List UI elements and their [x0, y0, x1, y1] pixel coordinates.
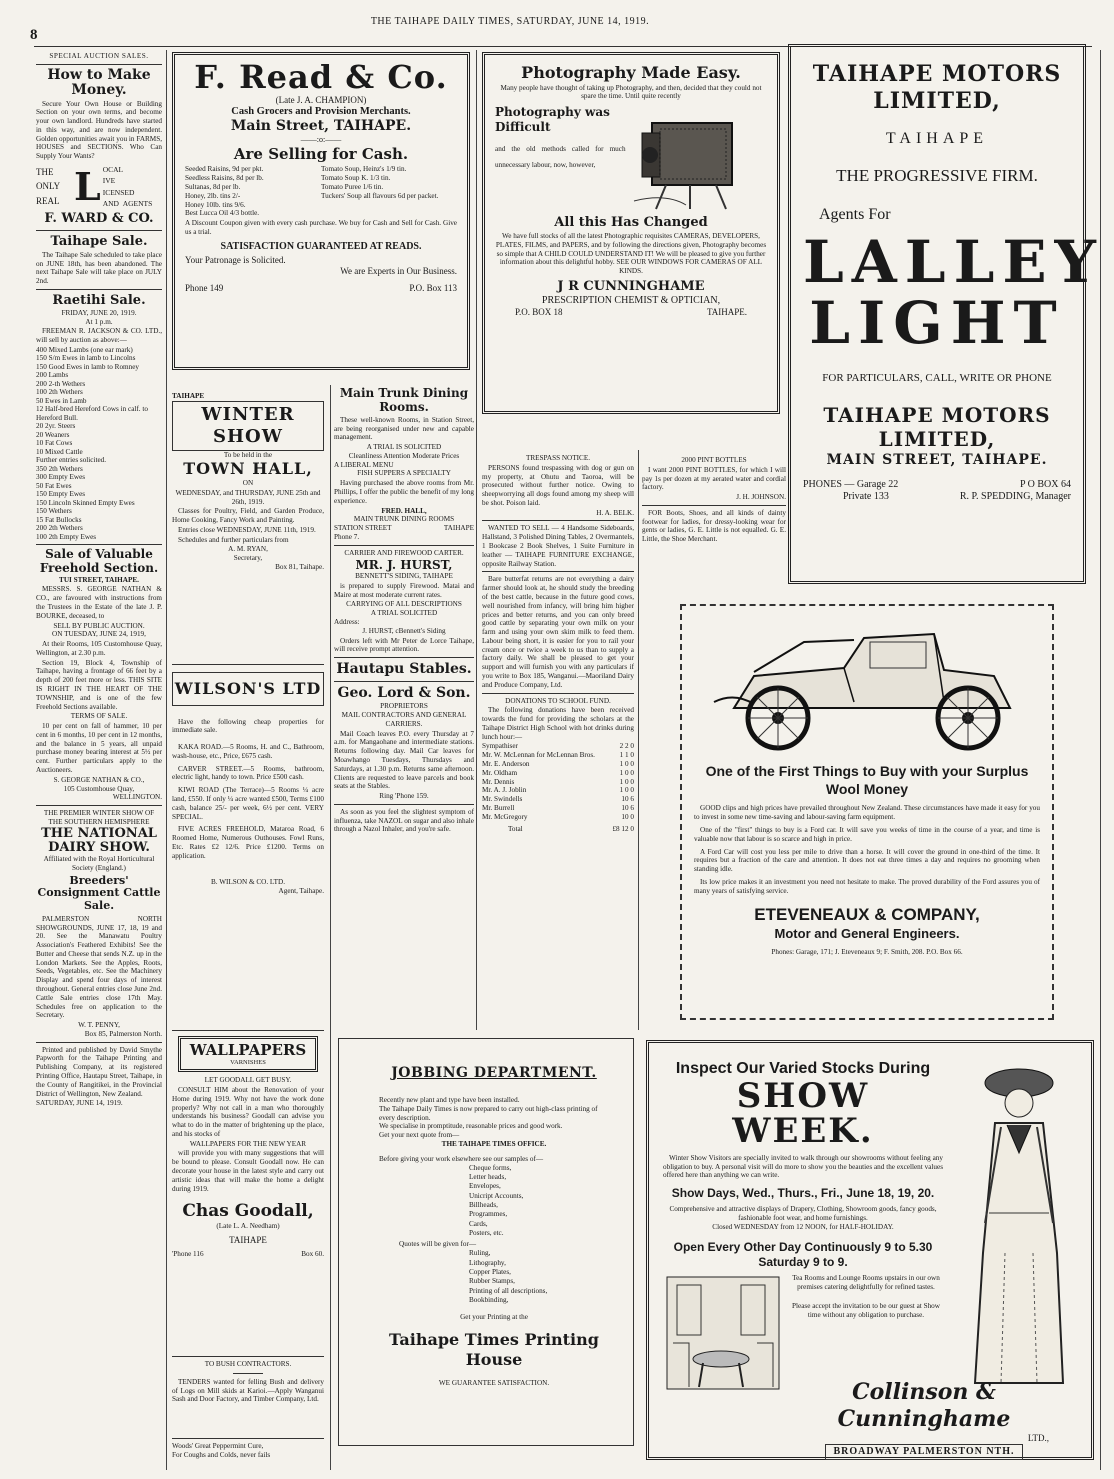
ad-slogan: SATISFACTION GUARANTEED AT READS.: [220, 240, 422, 252]
list-item: 400 Mixed Lambs (one ear mark): [36, 345, 133, 354]
list-item: 300 Empty Ewes: [36, 473, 86, 482]
ad-body: A Ford Car will cost you less per mile to drive than a horse. It will cover the ground in one-third of the time. It requires but a fraction of the care and attention. It does not eat three times a day and requires no grooming when standing idle.: [694, 847, 1040, 874]
imprint-date: SATURDAY, JUNE 14, 1919.: [36, 1099, 123, 1108]
ad-body: CONSULT HIM about the Renovation of your Home during 1919. Why not have the work done properly? Why not call in a man who thoroughly understands his business? Goodall can advise you what to do in the matter of brightening up the place, and his stocks of: [172, 1086, 324, 1138]
ad-word: ONLY: [36, 181, 61, 192]
firm-name: ETEVENEAUX & COMPANY,: [754, 905, 980, 925]
list-item: 200 Lambs: [36, 371, 69, 380]
ad-body: The Taihape Daily Times is now prepared to carry out high-class printing of every description.: [379, 1104, 598, 1122]
ad-signature: Box 85, Palmerston North.: [84, 1029, 162, 1038]
firm-name: F. WARD & CO.: [44, 211, 154, 227]
ad-headline: Taihape Times Printing House: [389, 1330, 599, 1369]
phone-number: Ring 'Phone 159.: [379, 792, 429, 801]
ad-title: Chas Goodall,: [182, 1201, 314, 1222]
ad-title: Photography Made Easy.: [521, 63, 741, 82]
list-item: Posters, etc.: [469, 1229, 504, 1238]
ad-line: SELL BY PUBLIC AUCTION.: [53, 621, 145, 630]
table-row: [482, 742, 634, 751]
manager-name: R. P. SPEDDING, Manager: [959, 491, 1071, 503]
separator: ——:o:——: [300, 135, 342, 145]
ford-ad: [680, 604, 1054, 1020]
ad-title: WILSON'S LTD: [172, 672, 324, 706]
price-item: Tomato Puree 1/6 tin.: [321, 183, 384, 192]
store-address: BROADWAY PALMERSTON NTH.: [825, 1444, 1024, 1460]
taihape-motors-ad: [788, 44, 1104, 584]
ad-line: PRESCRIPTION CHEMIST & OPTICIAN,: [541, 294, 721, 306]
butterfat-ad: Bare butterfat returns are not everything a dairy farmer should look at, he should study the breeding of the best cattle, because in the future good cows, well nourished from infancy, will bring him higher prices and better returns, and you can only breed good cattle by separating your own milk on your farm and using your own skim milk to feed them. Labour being short, it is easier for you to rail your cream once or twice a week to us than to supply a factory daily. We shall be pleased to get your support and will furnish you with any particulars if you write to Box 185, Wanganui.—Maoriland Dairy and Produce Company, Ltd.: [482, 575, 634, 689]
list-item: Programmes,: [469, 1210, 508, 1219]
list-item: 10 Mixed Cattle: [36, 447, 83, 456]
ad-signature: Agent, Taihape.: [278, 887, 324, 896]
phone-number: Phone 149: [185, 282, 224, 293]
column-rule: [166, 50, 167, 1470]
phone-number: Phones: Garage, 171; J. Eteveneaux 9; F. Smith, 208. P.O. Box 66.: [771, 948, 963, 956]
total-label: Total: [508, 825, 523, 834]
ad-body: The following donations have been received towards the fund for providing the scholars at the Taihape District High School with hot drinks during lunch hour:—: [482, 706, 634, 741]
ad-body: Get your next quote from—: [379, 1131, 460, 1140]
ad-headline: Are Selling for Cash.: [233, 145, 409, 164]
ad-signature: A. M. RYAN,: [228, 545, 268, 554]
donation-amount: 1 0 0: [619, 768, 634, 777]
ad-line: CARRYING OF ALL DESCRIPTIONS: [346, 600, 462, 609]
donation-amount: 1 0 0: [619, 760, 634, 768]
list-item: 150 S/m Ewes in lamb to Lincolns: [36, 354, 136, 363]
read-and-co-ad: [172, 52, 470, 370]
how-to-make-money-ad: [36, 68, 162, 227]
notice-title: Taihape Sale.: [50, 233, 148, 249]
ad-line: Main Street, TAIHAPE.: [230, 118, 412, 135]
ad-subtitle: Breeders' Consignment Cattle Sale.: [37, 873, 161, 913]
brand-name: LIGHT: [809, 289, 1065, 358]
ad-title: 2000 PINT BOTTLES: [681, 456, 747, 464]
ad-line: TAIHAPE: [229, 1234, 267, 1245]
list-item: 150 Empty Ewes: [36, 490, 86, 499]
ad-body: A Discount Coupon given with every cash purchase. We buy for Cash and Sell for Cash. Give us a trial.: [185, 219, 457, 236]
ad-body: At their Rooms, 105 Customhouse Quay, Wellington, at 2.30 p.m.: [36, 640, 162, 657]
ad-line: TERMS OF SALE.: [70, 712, 128, 721]
ford-ad-wrapper: [644, 604, 1092, 1024]
ad-title: JOBBING DEPARTMENT.: [391, 1065, 597, 1081]
ad-body: TENDERS wanted for felling Bush and delivery of Logs on Mill skids at Karioi.—Apply Wanganui Sash and Door Factory, and Timber Company, Ltd.: [172, 1377, 324, 1404]
donor-name: Sympathiser: [482, 742, 518, 751]
brand-name: Collinson & Cunninghame: [837, 1379, 1011, 1432]
ad-line: Affiliated with the Royal Horticultural Society (England.): [43, 855, 155, 873]
donor-name: Mr. Oldham: [482, 768, 518, 777]
nazol-ad: As soon as you feel the slightest symptom of influenza, take NAZOL on sugar and also inhale through a Nazol Inhaler, and you're safe.: [334, 807, 474, 834]
ad-body: I want 2000 PINT BOTTLES, for which I will pay 1s per dozen at my aerated water and cordial factory.: [642, 465, 786, 492]
price-item: Seeded Raisins, 9d per pkt.: [185, 165, 264, 174]
ad-line: PROPRIETORS: [380, 702, 428, 711]
list-item: FIVE ACRES FREEHOLD, Mataroa Road, 6 Roomed Home, Numerous Outhouses. Fowl Runs, Etc. Rates £2 12/6. Price £1200. Terms on application.: [172, 825, 324, 860]
ad-signature: S. GEORGE NATHAN & CO.,: [53, 775, 145, 784]
show-week-ad: [646, 1040, 1094, 1460]
list-item: 15 Fat Bullocks: [36, 515, 82, 524]
ad-word: IVE: [102, 176, 116, 186]
ad-word: OCAL: [102, 165, 124, 175]
ad-line: A TRIAL IS SOLICITED: [366, 443, 442, 452]
pint-bottles-ad: [642, 456, 786, 502]
ad-signature: B. WILSON & CO. LTD.: [210, 878, 286, 887]
donation-amount: 10 6: [621, 795, 634, 804]
sale-time: At 1 p.m.: [85, 317, 113, 326]
ad-line: Your Patronage is Solicited.: [185, 254, 286, 265]
donor-name: Mr. Dennis: [482, 777, 515, 786]
ad-body: We have full stocks of all the latest Photographic requisites CAMERAS, DEVELOPERS, PLATES, FILMS, and PAPERS, and by following the directions given, Photography becomes so simple that A CHILD COULD UNDERSTAND IT! We will be pleased to give you further information about this delightful hobby. SEE OUR WINDOWS FOR CAMERAS OF ALL KINDS.: [495, 231, 767, 276]
list-item: 200 2th Wethers: [36, 524, 83, 533]
ad-street: TUI STREET, TAIHAPE.: [59, 575, 139, 584]
photography-ad: [482, 52, 780, 414]
ad-body: Classes for Poultry, Field, and Garden Produce, Home Cooking, Fancy Work and Painting.: [172, 507, 324, 525]
winter-show-ad: [172, 392, 324, 662]
list-item: Cards,: [469, 1219, 488, 1228]
column-one: [36, 52, 162, 1472]
ad-label: TAIHAPE: [172, 392, 205, 400]
list-item: CARVER STREET.—5 Rooms, bathroom, electric light, handy to town. Price £500 cash.: [172, 764, 324, 782]
table-row: [482, 769, 634, 778]
ad-line: THE SOUTHERN HEMISPHERE: [48, 817, 150, 826]
ad-body: Comprehensive and attractive displays of Drapery, Clothing, Showroom goods, fancy goods, fashionable foot wear, and home furnishings.: [669, 1204, 937, 1222]
ad-line: ON TUESDAY, JUNE 24, 1919,: [52, 630, 146, 639]
donation-amount: 2 2 0: [619, 742, 634, 751]
donation-amount: 1 0 0: [619, 786, 634, 795]
phone-number: Private 133: [843, 491, 889, 503]
ad-title: Hautapu Stables.: [336, 661, 472, 678]
donor-name: Mr. A. J. Joblin: [482, 786, 527, 795]
po-box: P.O. BOX 18: [515, 306, 563, 317]
table-row: [482, 786, 634, 795]
table-row: [482, 813, 634, 822]
column-rule: [476, 50, 477, 1030]
list-item: 20 2yr. Steers: [36, 422, 76, 431]
phone-number: Phone 7.: [334, 532, 360, 541]
ad-headline: One of the First Things to Buy with your Surplus Wool Money: [705, 763, 1029, 798]
price-item: Best Lucca Oil 4/3 bottle.: [185, 209, 260, 218]
ad-title: Raetihi Sale.: [52, 292, 146, 308]
list-item: 50 Ewes in Lamb: [36, 396, 87, 405]
ad-signature: J. H. JOHNSON.: [736, 493, 786, 502]
furniture-ad: WANTED TO SELL — 4 Handsome Sideboards, Hallstand, 3 Polished Dining Tables, 2 Overmantels, 1 Bookcase 2 Book Shelves, 1 Suite Furniture in leather — TAIHAPE FURNITURE EXCHANGE, opposite Railway Station.: [482, 524, 634, 568]
ad-signature: STATION STREET: [334, 524, 392, 533]
ad-signature: WELLINGTON.: [112, 793, 162, 802]
lady-illustration: [945, 1053, 1085, 1393]
wallpapers-logo: [178, 1036, 318, 1072]
ad-line: TAIHAPE.: [706, 306, 747, 317]
donation-amount: 1 1 0: [619, 751, 634, 760]
raetihi-sale-ad: [36, 293, 162, 541]
ad-body: PERSONS found trespassing with dog or gun on my property, at Ohutu and Taoroa, will be prosecuted without further notice. Owing to sheepworrying all dogs found among my sheep will be shot. Poison laid.: [482, 463, 634, 507]
ad-line: THE PREMIER WINTER SHOW OF: [43, 809, 155, 818]
middle-column: [334, 386, 474, 1030]
imprint: Printed and published by David Smythe Papworth for the Taihape Printing and Publishing Company, at its registered Printing Office, Hautapu Street, Taihape, in the County of Rangitikei, in the Provincial District of Wellington, New Zealand.: [36, 1045, 162, 1098]
ad-signature: 105 Customhouse Quay,: [63, 784, 135, 793]
opening-hours: Saturday 9 to 9.: [758, 1254, 848, 1269]
ad-signature: FRED. HALL,: [381, 506, 427, 515]
ad-line: ON: [242, 478, 254, 487]
woods-cure-ad: [172, 1442, 324, 1470]
ad-word: AGENTS: [122, 198, 153, 208]
ad-title: WINTER SHOW: [172, 401, 324, 451]
ad-line: Before giving your work elsewhere see our samples of—: [379, 1154, 544, 1163]
ad-title: SHOW WEEK.: [732, 1075, 874, 1152]
ad-body: GOOD clips and high prices have prevailed throughout New Zealand. These circumstances have made it easy for you to invest in some new time-saving and labour-saving farm equipment.: [694, 804, 1040, 822]
ad-word: THE: [36, 166, 54, 177]
ad-body: Orders left with Mr Peter de Lorce Taihape, will receive prompt attention.: [334, 636, 474, 654]
ad-line: LET GOODALL GET BUSY.: [204, 1076, 292, 1085]
ad-line: LTD.,: [1027, 1432, 1049, 1443]
list-item: Bookbinding,: [469, 1296, 509, 1304]
list-item: Letter heads,: [469, 1172, 507, 1181]
ad-line: Address:: [334, 618, 360, 627]
camera-illustration: [626, 105, 767, 215]
hautapu-stables-ad: [334, 661, 474, 801]
notice-body: The Taihape Sale scheduled to take place on JUNE 18th, has been abandoned. The next Taihape Sale will take place on JULY 2nd.: [36, 250, 162, 286]
freehold-sale-ad: [36, 548, 162, 802]
ad-title: TRESPASS NOTICE.: [525, 454, 591, 462]
ad-line: VARNISHES: [230, 1059, 266, 1067]
big-l-glyph: L: [74, 163, 101, 209]
phone-number: PHONES — Garage 22: [803, 478, 899, 490]
table-row: [482, 795, 634, 804]
opening-hours: Open Every Other Day Continuously 9 to 5.30: [673, 1240, 933, 1255]
ad-line: (Late L. A. Needham): [216, 1222, 280, 1231]
list-item: 10 Fat Cows: [36, 439, 73, 448]
ad-signature: W. T. PENNY,: [78, 1021, 120, 1030]
sale-date: FRIDAY, JUNE 20, 1919.: [61, 308, 137, 317]
ad-signature: Box 81, Taihape.: [275, 563, 324, 572]
ad-body: Section 19, Block 4, Township of Taihape, having a frontage of 66 feet by a depth of 200 feet more or less. THIS SITE IS RIGHT IN THE HEART OF THE TOWNSHIP, and is one of the few Freehold Sections available.: [36, 658, 162, 711]
collinson-logo: [779, 1379, 1069, 1457]
list-item: Rubber Stamps,: [469, 1277, 515, 1286]
table-row: [482, 760, 634, 769]
ad-line: Motor and General Engineers.: [774, 926, 960, 942]
list-item: 150 Good Ewes in lamb to Romney: [36, 362, 140, 371]
page-number: 8: [30, 27, 38, 43]
sale-intro: FREEMAN R. JACKSON & CO. LTD., will sell by auction as above:—: [36, 327, 162, 345]
table-row: [482, 804, 634, 813]
donor-name: Mr. McGregory: [482, 812, 528, 821]
ad-word: AND: [102, 198, 119, 208]
column-rule: [330, 385, 331, 1030]
ad-body: and the old methods called for much unnecessary labour, now, however,: [495, 145, 626, 170]
ad-line: TAIHAPE: [885, 129, 989, 147]
ad-title: CARRIER AND FIREWOOD CARTER.: [344, 548, 464, 557]
list-item: Unicript Accounts,: [469, 1191, 524, 1200]
ad-title: TAIHAPE MOTORS LIMITED,: [812, 61, 1062, 114]
donations-notice: [482, 697, 634, 835]
list-item: 100 2th Wethers: [36, 388, 83, 397]
column-four: [482, 454, 634, 1030]
ad-body: Please accept the invitation to be our guest at Show time without any obligation to purchase.: [792, 1302, 940, 1319]
price-item: Tomato Soup K. 1/3 tin.: [321, 174, 391, 183]
donation-amount: 1 0 0: [619, 777, 634, 786]
ad-line: To be held in the: [223, 450, 273, 459]
ad-subtitle: Photography was Difficult: [495, 105, 610, 134]
brand-name: WALLPAPERS: [189, 1041, 307, 1059]
total-value: £8 12 0: [612, 825, 634, 834]
po-box: P.O. Box 113: [409, 282, 457, 293]
dining-rooms-ad: [334, 386, 474, 542]
ad-body: WEDNESDAY, and THURSDAY, JUNE 25th and 26th, 1919.: [175, 488, 321, 506]
table-row: [482, 751, 634, 760]
ad-word: ICENSED: [102, 187, 135, 197]
list-item: Lithography,: [469, 1258, 506, 1267]
ad-line: THE PROGRESSIVE FIRM.: [836, 166, 1038, 186]
ad-line: J. HURST, cBennett's Siding: [362, 626, 446, 635]
ad-line: Cash Grocers and Provision Merchants.: [231, 105, 411, 117]
ad-body: Mail Coach leaves P.O. every Thursday at 7 a.m. for Mangaohane and intermediate stations. Returns following day. Mail Car leaves for Moawhango Tuesdays, Thursdays and Saturdays, at 1.30 p.m. Returns same afternoon. Clients are requested to leave parcels and book seats at the Stables.: [334, 729, 474, 791]
ad-line: A TRIAL SOLICITED: [370, 609, 438, 618]
price-item: Honey, 2lb. tins 2/-: [185, 191, 241, 200]
ad-body: Having purchased the above rooms from Mr. Phillips, I offer the public the benefit of my long experience.: [334, 479, 474, 505]
ad-line: For Coughs and Colds, never fails: [172, 1450, 271, 1459]
ad-slogan: WE GUARANTEE SATISFACTION.: [438, 1379, 550, 1388]
trespass-notice: [482, 454, 634, 517]
ad-body: Have the following cheap properties for immediate sale.: [172, 717, 324, 735]
ad-body: Its low price makes it an investment you need not hesitate to make. The proved durability of the Ford assures you of many years of satisfying service.: [694, 877, 1040, 895]
ford-car-illustration: [694, 612, 1040, 762]
ad-signature: MAIN TRUNK DINING ROOMS: [353, 515, 455, 524]
ad-line: THE TAIHAPE TIMES OFFICE.: [441, 1139, 547, 1148]
boots-ad: FOR Boots, Shoes, and all kinds of dainty footwear for ladies, for dressy-looking wear for gents or ladies, G. E. Little is not equalled. G. E. Little, the Shoe Merchant.: [642, 508, 786, 544]
ad-body: PALMERSTON NORTH SHOWGROUNDS, JUNE 17, 18, 19 and 20. See the Manawatu Poultry Association's Feathered Exhibits! See the Butter and Cheese that sends N.Z. up in the London Markets. See the Apples, Roots, Seeds, Vegetables, etc. See the Machinery Display and spend four days of interest throughout. General entries close June 2nd. Cattle Sale entries close 17th May. Schedules free on application to the Secretary.: [36, 914, 162, 1020]
ad-body: will provide you with many suggestions that will be bound to please. Consult Goodall now. He can decorate your house in the latest style and carry out artistic ideas that will make the home a delight during 1919.: [172, 1149, 324, 1193]
ad-title: Sale of Valuable Freehold Section.: [39, 547, 159, 575]
column-rule: [638, 450, 639, 1030]
ad-signature: TAIHAPE: [443, 524, 474, 533]
ad-body: One of the "first" things to buy is a Ford car. It will save you weeks of time in the course of a year, and time is valuable now that labour is so scarce and high in price.: [694, 825, 1040, 843]
price-item: Tuckers' Soup all flavours 6d per packet.: [321, 191, 439, 200]
ad-title: DONATIONS TO SCHOOL FUND.: [505, 696, 611, 705]
ad-line: A LIBERAL MENU: [334, 460, 394, 469]
ad-line: We are Experts in Our Business.: [340, 265, 457, 276]
ad-headline: Inspect Our Varied Stocks During: [675, 1060, 931, 1077]
price-item: Sultanas, 8d per lb.: [185, 183, 241, 192]
price-item: Seedless Raisins, 8d per lb.: [185, 174, 264, 183]
ad-body: is prepared to supply Firewood. Matai and Maire at most moderate current rates.: [334, 581, 474, 599]
donation-amount: 10 6: [621, 803, 634, 812]
ad-word: REAL: [36, 195, 60, 206]
masthead-title: THE TAIHAPE DAILY TIMES, SATURDAY, JUNE 14, 1919.: [370, 16, 650, 27]
ad-line: WALLPAPERS FOR THE NEW YEAR: [189, 1139, 307, 1148]
wallpapers-ad: [172, 1036, 324, 1354]
ad-line: FOR PARTICULARS, CALL, WRITE OR PHONE: [822, 372, 1052, 385]
donor-name: Mr. Swindells: [482, 795, 523, 804]
table-row: [482, 778, 634, 787]
ad-title: Main Trunk Dining Rooms.: [339, 386, 469, 415]
po-box: Box 60.: [301, 1249, 324, 1258]
list-item: 150 Lincoln Skinned Empty Ewes: [36, 498, 135, 507]
ad-line: Woods' Great Peppermint Cure,: [172, 1442, 264, 1450]
donations-table: [482, 742, 634, 821]
list-item: Billheads,: [469, 1200, 498, 1209]
wilsons-ltd-ad: [172, 672, 324, 1022]
ad-line: FISH SUPPERS A SPECIALTY: [357, 469, 451, 478]
taihape-sale-notice: [36, 234, 162, 286]
ad-signature: Secretary,: [233, 554, 263, 563]
price-item: Honey 10lb. tins 9/6.: [185, 200, 246, 209]
ad-line: Agents For: [819, 205, 891, 223]
donor-name: Mr. E. Anderson: [482, 760, 530, 768]
list-item: Printing of all descriptions,: [469, 1286, 548, 1295]
list-item: 50 Fat Ewes: [36, 481, 72, 490]
list-item: 350 2th Wethers: [36, 464, 83, 473]
ad-signature: H. A. BELK.: [596, 508, 634, 517]
po-box: P O BOX 64: [1019, 478, 1071, 490]
ad-line: Closed WEDNESDAY from 12 NOON, for HALF-HOLIDAY.: [712, 1223, 894, 1232]
donor-name: Mr. W. McLennan for McLennan Bros.: [482, 751, 595, 760]
ad-title: THE NATIONAL DAIRY SHOW.: [41, 825, 157, 855]
ad-body: These well-known Rooms, in Station Street, are being reorganised under new and capable management.: [334, 415, 474, 442]
ad-body: Winter Show Visitors are specially invited to walk through our showrooms without feeling any obligation to buy. A personal visit will do more to show you the beauties and the excellent values offered here than anything we can write.: [663, 1153, 943, 1180]
donor-name: Mr. Burrell: [482, 803, 515, 812]
list-item: 12 Half-bred Hereford Cows in calf. to Hereford Bull.: [36, 405, 148, 422]
ad-title: TO BUSH CONTRACTORS.: [204, 1360, 292, 1368]
ad-title: How to Make Money.: [47, 66, 151, 99]
list-item: Ruling,: [469, 1249, 491, 1258]
list-item: 100 2th Empty Ewes: [36, 532, 97, 541]
list-item: Further entries solicited.: [36, 456, 107, 465]
list-item: KAKA ROAD.—5 Rooms, H. and C., Bathroom, wash-house, etc., Price, £675 cash.: [172, 743, 324, 760]
list-item: 150 Wethers: [36, 507, 72, 516]
list-item: 200 2-th Wethers: [36, 379, 86, 388]
ad-body: Secure Your Own House or Building Section on your own terms, and become your own landlord. Hundreds have started in this way, and are now independent. Golden opportunities await you in FARMS, HOUSES and SECTIONS. Who Can Supply Your Wants?: [36, 99, 162, 161]
column-rule: [330, 1030, 331, 1470]
list-item: 20 Weaners: [36, 430, 70, 439]
ad-title: F. Read & Co.: [194, 58, 448, 96]
list-item: KIWI ROAD (The Terrace)—5 Rooms ¼ acre land, £550. If only ¼ acre wanted £500, Terms £100 cash, balance 25/- per week, 6½ per cent. VERY SPECIAL.: [172, 786, 324, 821]
ad-line: Cleanliness Attention Moderate Prices: [348, 451, 460, 460]
jobbing-department-ad: [338, 1038, 634, 1446]
ad-headline: Geo. Lord & Son.: [337, 685, 471, 702]
phone-number: 'Phone 116: [172, 1249, 204, 1258]
show-days: Show Days, Wed., Thurs., Fri., June 18, 19, 20.: [671, 1186, 935, 1201]
ad-body: Entries close WEDNESDAY, JUNE 11th, 1919.: [178, 525, 316, 534]
ad-body: Schedules and further particulars from: [178, 535, 289, 544]
dairy-show-ad: [36, 809, 162, 1039]
chemist-name: J R CUNNINGHAME: [557, 278, 705, 294]
ad-line: MAIN STREET, TAIHAPE.: [826, 451, 1048, 468]
list-item: Cheque forms,: [469, 1163, 512, 1172]
column-five: [642, 456, 786, 596]
ad-line: Quotes will be given for—: [399, 1240, 477, 1249]
ad-title: TAIHAPE MOTORS LIMITED,: [823, 403, 1051, 452]
ad-body: 10 per cent on fall of hammer, 10 per cent in 6 months, 10 per cent in 12 months, and the balance in 5 years, all unpaid purchase money bearing interest at 5½ per cent. Further particulars apply to the Auctioneers.: [36, 722, 162, 774]
ad-headline: All this Has Changed: [554, 215, 708, 231]
ad-body: We specialise in promptitude, reasonable prices and good work.: [379, 1122, 563, 1131]
ad-line: (Late J. A. CHAMPION): [275, 94, 367, 105]
ad-line: MAIL CONTRACTORS AND GENERAL CARRIERS.: [341, 711, 467, 728]
carrier-ad: [334, 549, 474, 654]
tea-room-illustration: [663, 1273, 783, 1393]
ad-body: Many people have thought of taking up Photography, and then, decided that they could not spare the time. Until quite recently: [500, 83, 762, 101]
ad-body: Recently new plant and type have been installed.: [379, 1096, 520, 1105]
ad-line: BENNETT'S SIDING, TAIHAPE: [355, 572, 453, 581]
ad-body: Tea Rooms and Lounge Rooms upstairs in our own premises catering delightfully for refined tastes.: [792, 1274, 940, 1292]
ad-headline: TOWN HALL,: [183, 459, 313, 479]
section-heading: SPECIAL AUCTION SALES.: [49, 52, 149, 60]
bush-contractors-ad: [172, 1360, 324, 1436]
list-item: Copper Plates,: [469, 1267, 511, 1276]
brand-name: LALLEY: [803, 228, 1104, 297]
ad-headline: MR. J. HURST,: [355, 557, 453, 572]
ad-line: Get your Printing at the: [460, 1313, 528, 1322]
ad-body: MESSRS. S. GEORGE NATHAN & CO., are favoured with instructions from the Trustees in the Estate of the late J. P. BOURKE, deceased, to: [36, 585, 162, 620]
price-item: Tomato Soup, Heinz's 1/9 tin.: [321, 165, 407, 174]
donation-amount: 10 0: [621, 812, 634, 821]
list-item: Envelopes,: [469, 1182, 501, 1191]
